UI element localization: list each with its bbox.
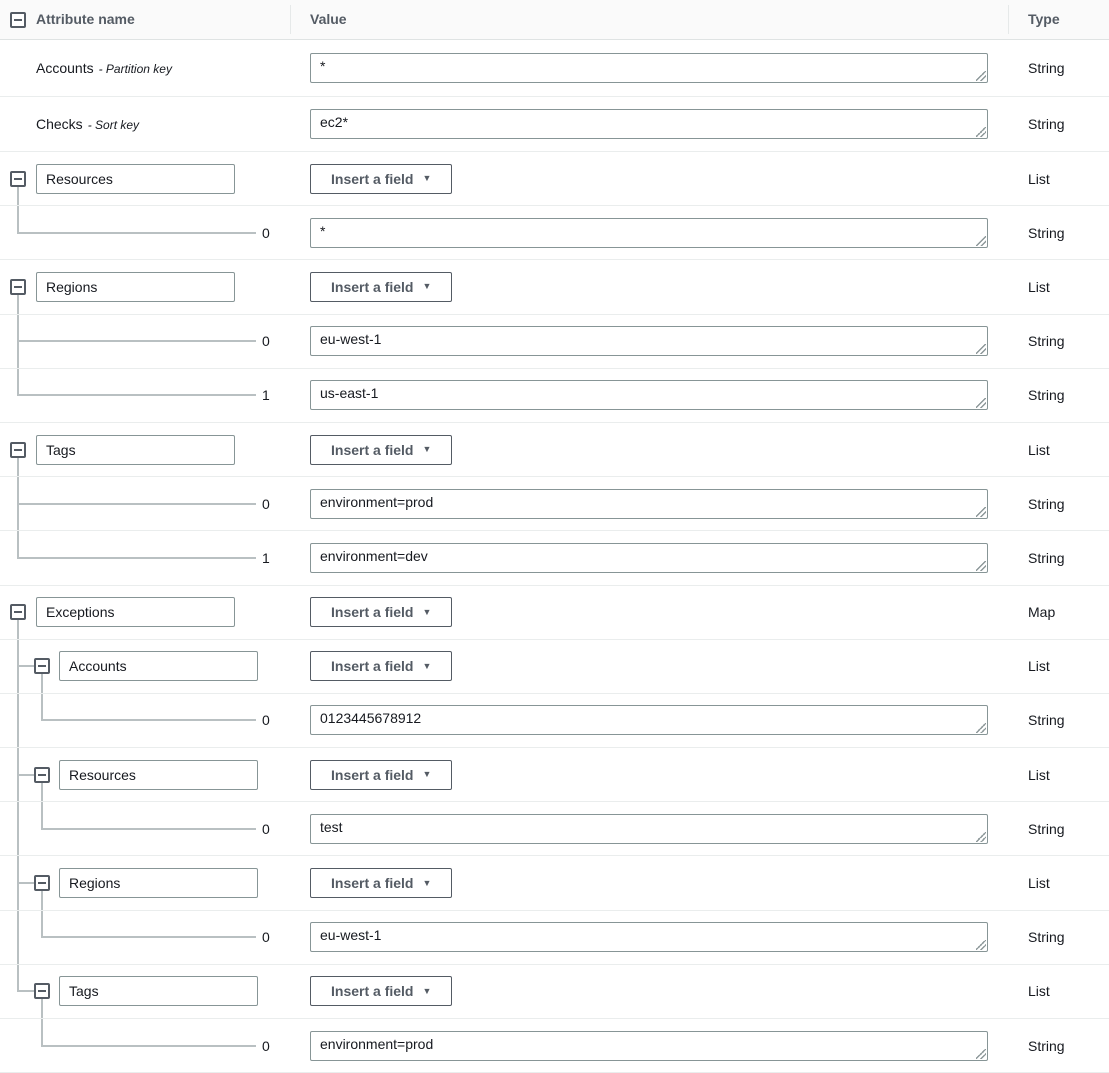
resize-grip-icon[interactable] bbox=[976, 127, 986, 137]
type-label: String bbox=[1028, 549, 1065, 566]
attribute-row bbox=[0, 748, 1109, 802]
insert-field-label: Insert a field bbox=[331, 604, 414, 621]
tree-connector-line bbox=[17, 369, 19, 396]
tree-connector-line bbox=[17, 665, 35, 667]
resize-grip-icon[interactable] bbox=[976, 398, 986, 408]
tree-connector-line bbox=[41, 828, 256, 830]
resize-grip-icon[interactable] bbox=[976, 1049, 986, 1059]
value-field bbox=[310, 326, 988, 356]
attribute-row bbox=[0, 369, 1109, 423]
attribute-row bbox=[0, 260, 1109, 314]
type-label: List bbox=[1028, 766, 1050, 783]
insert-field-label: Insert a field bbox=[331, 170, 414, 187]
attribute-name-input[interactable] bbox=[36, 597, 235, 627]
tree-connector-line bbox=[17, 458, 19, 477]
type-label: String bbox=[1028, 820, 1065, 837]
tree-connector-line bbox=[41, 802, 43, 829]
attribute-row bbox=[0, 965, 1109, 1019]
tree-connector-line bbox=[41, 911, 43, 938]
tree-connector-line bbox=[17, 882, 35, 884]
resize-grip-icon[interactable] bbox=[976, 723, 986, 733]
insert-field-label: Insert a field bbox=[331, 441, 414, 458]
attribute-value-textarea[interactable] bbox=[310, 922, 988, 952]
collapse-row-button[interactable] bbox=[34, 767, 50, 783]
attribute-row bbox=[0, 531, 1109, 585]
attribute-row bbox=[0, 586, 1109, 640]
attribute-name-label: Checks bbox=[36, 116, 83, 132]
item-index-label: 1 bbox=[262, 549, 270, 566]
type-label: List bbox=[1028, 875, 1050, 892]
minus-icon bbox=[38, 882, 46, 884]
attribute-row bbox=[0, 856, 1109, 910]
attribute-row bbox=[0, 40, 1109, 97]
type-label: String bbox=[1028, 495, 1065, 512]
type-label: List bbox=[1028, 658, 1050, 675]
attribute-row bbox=[0, 802, 1109, 856]
insert-field-button[interactable] bbox=[310, 597, 452, 627]
attribute-value-textarea[interactable] bbox=[310, 326, 988, 356]
attribute-key-label bbox=[36, 116, 139, 132]
item-index-label: 0 bbox=[262, 495, 270, 512]
attribute-table bbox=[0, 40, 1109, 1073]
tree-connector-line bbox=[41, 891, 43, 910]
tree-connector-line bbox=[17, 774, 35, 776]
attribute-name-input[interactable] bbox=[59, 868, 258, 898]
attribute-row bbox=[0, 694, 1109, 748]
caret-down-icon: ▼ bbox=[422, 281, 432, 292]
tree-connector-line bbox=[17, 340, 256, 342]
resize-grip-icon[interactable] bbox=[976, 236, 986, 246]
tree-connector-line bbox=[17, 557, 256, 559]
attribute-value-textarea[interactable] bbox=[310, 218, 988, 248]
attribute-name-input[interactable] bbox=[36, 272, 235, 302]
attribute-row bbox=[0, 97, 1109, 152]
tree-connector-line bbox=[17, 206, 19, 233]
collapse-row-button[interactable] bbox=[10, 442, 26, 458]
attribute-value-textarea[interactable] bbox=[310, 814, 988, 844]
type-label: String bbox=[1028, 712, 1065, 729]
type-label: String bbox=[1028, 333, 1065, 350]
value-field bbox=[310, 543, 988, 573]
type-label: String bbox=[1028, 60, 1065, 76]
item-index-label: 0 bbox=[262, 712, 270, 729]
resize-grip-icon[interactable] bbox=[976, 71, 986, 81]
column-header-value: Value bbox=[310, 11, 347, 27]
collapse-row-button[interactable] bbox=[10, 171, 26, 187]
minus-icon bbox=[38, 990, 46, 992]
minus-icon bbox=[14, 19, 22, 21]
collapse-all-button[interactable] bbox=[10, 12, 26, 28]
attribute-value-textarea[interactable] bbox=[310, 489, 988, 519]
tree-connector-line bbox=[17, 232, 256, 234]
table-header bbox=[0, 0, 1109, 40]
caret-down-icon: ▼ bbox=[422, 877, 432, 888]
insert-field-label: Insert a field bbox=[331, 658, 414, 675]
tree-connector-line bbox=[41, 1019, 43, 1046]
value-field bbox=[310, 489, 988, 519]
collapse-row-button[interactable] bbox=[34, 875, 50, 891]
tree-connector-line bbox=[17, 802, 19, 855]
column-header-type: Type bbox=[1028, 11, 1060, 27]
minus-icon bbox=[14, 449, 22, 451]
attribute-value-textarea[interactable] bbox=[310, 53, 988, 83]
insert-field-label: Insert a field bbox=[331, 875, 414, 892]
caret-down-icon: ▼ bbox=[422, 173, 432, 184]
insert-field-button[interactable] bbox=[310, 164, 452, 194]
value-field bbox=[310, 380, 988, 410]
type-label: String bbox=[1028, 116, 1065, 132]
type-label: String bbox=[1028, 929, 1065, 946]
collapse-row-button[interactable] bbox=[34, 983, 50, 999]
attribute-row bbox=[0, 206, 1109, 260]
tree-connector-line bbox=[17, 503, 256, 505]
attribute-name-input[interactable] bbox=[59, 651, 258, 681]
value-field bbox=[310, 922, 988, 952]
tree-connector-line bbox=[41, 783, 43, 802]
column-header-attribute-name: Attribute name bbox=[36, 11, 135, 27]
type-label: String bbox=[1028, 387, 1065, 404]
attribute-name-input[interactable] bbox=[59, 976, 258, 1006]
minus-icon bbox=[38, 665, 46, 667]
minus-icon bbox=[14, 286, 22, 288]
insert-field-button[interactable] bbox=[310, 272, 452, 302]
attribute-value-textarea[interactable] bbox=[310, 543, 988, 573]
type-label: Map bbox=[1028, 604, 1056, 621]
insert-field-label: Insert a field bbox=[331, 766, 414, 783]
resize-grip-icon[interactable] bbox=[976, 561, 986, 571]
tree-connector-line bbox=[17, 694, 19, 747]
item-index-label: 0 bbox=[262, 820, 270, 837]
attribute-row bbox=[0, 1019, 1109, 1073]
tree-connector-line bbox=[17, 187, 19, 206]
tree-connector-line bbox=[41, 1045, 256, 1047]
insert-field-button[interactable] bbox=[310, 651, 452, 681]
item-index-label: 1 bbox=[262, 387, 270, 404]
attribute-value-textarea[interactable] bbox=[310, 705, 988, 735]
item-index-label: 0 bbox=[262, 1037, 270, 1054]
key-qualifier-label: - Sort key bbox=[87, 118, 140, 132]
column-divider bbox=[1008, 5, 1009, 34]
resize-grip-icon[interactable] bbox=[976, 507, 986, 517]
tree-connector-line bbox=[17, 990, 35, 992]
tree-connector-line bbox=[41, 694, 43, 721]
resize-grip-icon[interactable] bbox=[976, 832, 986, 842]
tree-connector-line bbox=[41, 999, 43, 1018]
value-field bbox=[310, 814, 988, 844]
collapse-row-button[interactable] bbox=[10, 604, 26, 620]
minus-icon bbox=[14, 611, 22, 613]
value-field bbox=[310, 109, 988, 139]
tree-connector-line bbox=[41, 936, 256, 938]
key-qualifier-label: - Partition key bbox=[98, 62, 172, 76]
resize-grip-icon[interactable] bbox=[976, 344, 986, 354]
item-index-label: 0 bbox=[262, 929, 270, 946]
type-label: String bbox=[1028, 224, 1065, 241]
type-label: List bbox=[1028, 170, 1050, 187]
attribute-name-input[interactable] bbox=[36, 164, 235, 194]
attribute-value-textarea[interactable] bbox=[310, 380, 988, 410]
insert-field-button[interactable] bbox=[310, 976, 452, 1006]
attribute-row bbox=[0, 640, 1109, 694]
value-field bbox=[310, 1031, 988, 1061]
tree-connector-line bbox=[17, 911, 19, 964]
caret-down-icon: ▼ bbox=[422, 660, 432, 671]
type-label: List bbox=[1028, 278, 1050, 295]
attribute-row bbox=[0, 477, 1109, 531]
insert-field-label: Insert a field bbox=[331, 983, 414, 1000]
tree-connector-line bbox=[17, 531, 19, 558]
minus-icon bbox=[38, 774, 46, 776]
value-field bbox=[310, 218, 988, 248]
attribute-value-textarea[interactable] bbox=[310, 1031, 988, 1061]
caret-down-icon: ▼ bbox=[422, 444, 432, 455]
attribute-name-label: Accounts bbox=[36, 60, 94, 76]
tree-connector-line bbox=[41, 674, 43, 693]
item-index-label: 0 bbox=[262, 224, 270, 241]
type-label: String bbox=[1028, 1037, 1065, 1054]
collapse-row-button[interactable] bbox=[10, 279, 26, 295]
caret-down-icon: ▼ bbox=[422, 769, 432, 780]
value-field bbox=[310, 705, 988, 735]
attribute-row bbox=[0, 152, 1109, 206]
item-index-label: 0 bbox=[262, 333, 270, 350]
attribute-name-input[interactable] bbox=[36, 435, 235, 465]
insert-field-label: Insert a field bbox=[331, 278, 414, 295]
caret-down-icon: ▼ bbox=[422, 606, 432, 617]
attribute-key-label bbox=[36, 60, 172, 76]
insert-field-button[interactable] bbox=[310, 868, 452, 898]
tree-connector-line bbox=[17, 394, 256, 396]
tree-connector-line bbox=[41, 719, 256, 721]
collapse-row-button[interactable] bbox=[34, 658, 50, 674]
insert-field-button[interactable] bbox=[310, 435, 452, 465]
value-field bbox=[310, 53, 988, 83]
tree-connector-line bbox=[17, 965, 19, 992]
tree-connector-line bbox=[17, 295, 19, 314]
column-divider bbox=[290, 5, 291, 34]
insert-field-button[interactable] bbox=[310, 760, 452, 790]
resize-grip-icon[interactable] bbox=[976, 940, 986, 950]
type-label: List bbox=[1028, 441, 1050, 458]
attribute-value-textarea[interactable] bbox=[310, 109, 988, 139]
attribute-name-input[interactable] bbox=[59, 760, 258, 790]
attribute-row bbox=[0, 423, 1109, 477]
caret-down-icon: ▼ bbox=[422, 985, 432, 996]
type-label: List bbox=[1028, 983, 1050, 1000]
tree-connector-line bbox=[17, 620, 19, 639]
minus-icon bbox=[14, 178, 22, 180]
attribute-row bbox=[0, 315, 1109, 369]
attribute-row bbox=[0, 911, 1109, 965]
